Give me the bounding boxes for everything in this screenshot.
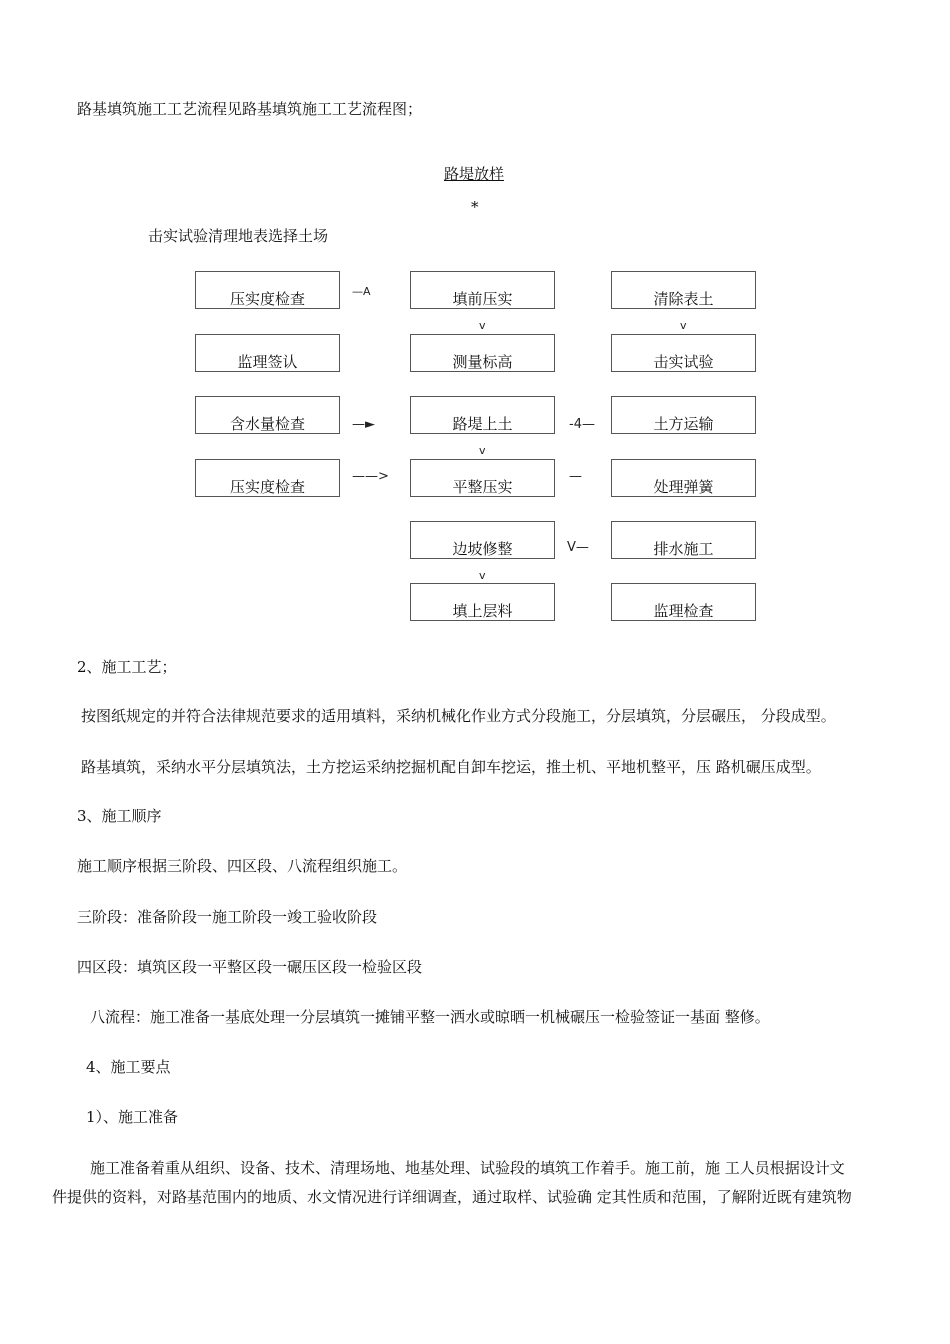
flow-box-left-4	[195, 459, 340, 497]
connector-right-3: -4—	[569, 417, 595, 432]
flow-box-label: 边坡修整	[452, 540, 513, 558]
section-2-paragraph-2: 路基填筑，采纳水平分层填筑法，土方挖运采纳挖掘机配自卸车挖运，推土机、平地机整平，压 路机碾压成型。	[81, 758, 821, 776]
flow-box-label: 测量标高	[452, 353, 513, 371]
flowchart-title: 路堤放样	[444, 165, 505, 183]
flow-box-label: 压实度检查	[229, 478, 305, 496]
flow-box-left-1	[195, 271, 340, 309]
flow-box-label: 清除表土	[653, 290, 714, 308]
flow-box-middle-4	[410, 459, 555, 497]
section-3-title: 3、施工顺序	[77, 807, 162, 825]
section-3-paragraph-2: 三阶段：准备阶段一施工阶段一竣工验收阶段	[77, 908, 378, 926]
flow-box-label: 含水量检查	[229, 415, 305, 433]
flow-box-middle-6	[410, 583, 555, 621]
section-4-title: 4、施工要点	[86, 1058, 171, 1076]
flow-box-right-5	[611, 521, 756, 559]
flow-box-label: 填上层料	[452, 602, 513, 620]
connector-left-1: —A	[352, 285, 371, 298]
flow-box-label: 监理检查	[653, 602, 714, 620]
connector-left-4: ——>	[352, 469, 389, 484]
flow-box-right-4	[611, 459, 756, 497]
flow-box-right-2	[611, 334, 756, 372]
section-2-title: 2、施工工艺；	[77, 658, 177, 676]
connector-right-5: V—	[567, 540, 589, 555]
flow-box-label: 平整压实	[452, 478, 513, 496]
flow-box-label: 击实试验	[653, 353, 714, 371]
intro-text: 路基填筑施工工艺流程见路基填筑施工工艺流程图；	[77, 100, 423, 118]
flow-box-left-2	[195, 334, 340, 372]
flow-box-label: 路堤上土	[452, 415, 513, 433]
flow-box-right-6	[611, 583, 756, 621]
flow-box-label: 监理签认	[237, 353, 298, 371]
flowchart-marker: *	[471, 198, 479, 216]
connector-right-down-1: v	[680, 319, 687, 332]
section-2-paragraph-1: 按图纸规定的并符合法律规范要求的适用填料，采纳机械化作业方式分段施工，分层填筑，分层碾压， 分段成型。	[81, 707, 836, 725]
flow-box-middle-2	[410, 334, 555, 372]
section-4-paragraph-line-2: 件提供的资料，对路基范围内的地质、水文情况进行详细调查，通过取样、试验确 定其性质和范围，了解附近既有建筑物	[52, 1188, 852, 1206]
section-4-paragraph-line-1: 施工准备着重从组织、设备、技术、清理场地、地基处理、试验段的填筑工作着手。施工前，施 工人员根据设计文	[90, 1159, 845, 1177]
connector-middle-down-5: v	[479, 569, 486, 582]
flow-box-label: 排水施工	[653, 540, 714, 558]
flow-box-middle-5	[410, 521, 555, 559]
section-3-paragraph-4: 八流程：施工准备一基底处理一分层填筑一摊铺平整一洒水或晾晒一机械碾压一检验签证一基面 整修。	[90, 1008, 770, 1026]
flow-box-label: 填前压实	[452, 290, 513, 308]
flow-box-label: 土方运输	[653, 415, 714, 433]
flowchart-subtitle: 击实试验清理地表选择土场	[148, 227, 329, 245]
flow-box-middle-3	[410, 396, 555, 434]
flow-box-label: 压实度检查	[229, 290, 305, 308]
flow-box-middle-1	[410, 271, 555, 309]
flow-box-right-3	[611, 396, 756, 434]
section-4-subtitle: 1）、施工准备	[86, 1108, 179, 1126]
flow-box-left-3	[195, 396, 340, 434]
connector-left-3: —►	[352, 417, 375, 432]
flow-box-label: 处理弹簧	[653, 478, 714, 496]
connector-middle-down-3: v	[479, 444, 486, 457]
connector-middle-down-1: v	[479, 319, 486, 332]
connector-right-4: —	[569, 469, 582, 484]
flow-box-right-1	[611, 271, 756, 309]
section-3-paragraph-1: 施工顺序根据三阶段、四区段、八流程组织施工。	[77, 857, 408, 875]
section-3-paragraph-3: 四区段：填筑区段一平整区段一碾压区段一检验区段	[77, 958, 423, 976]
